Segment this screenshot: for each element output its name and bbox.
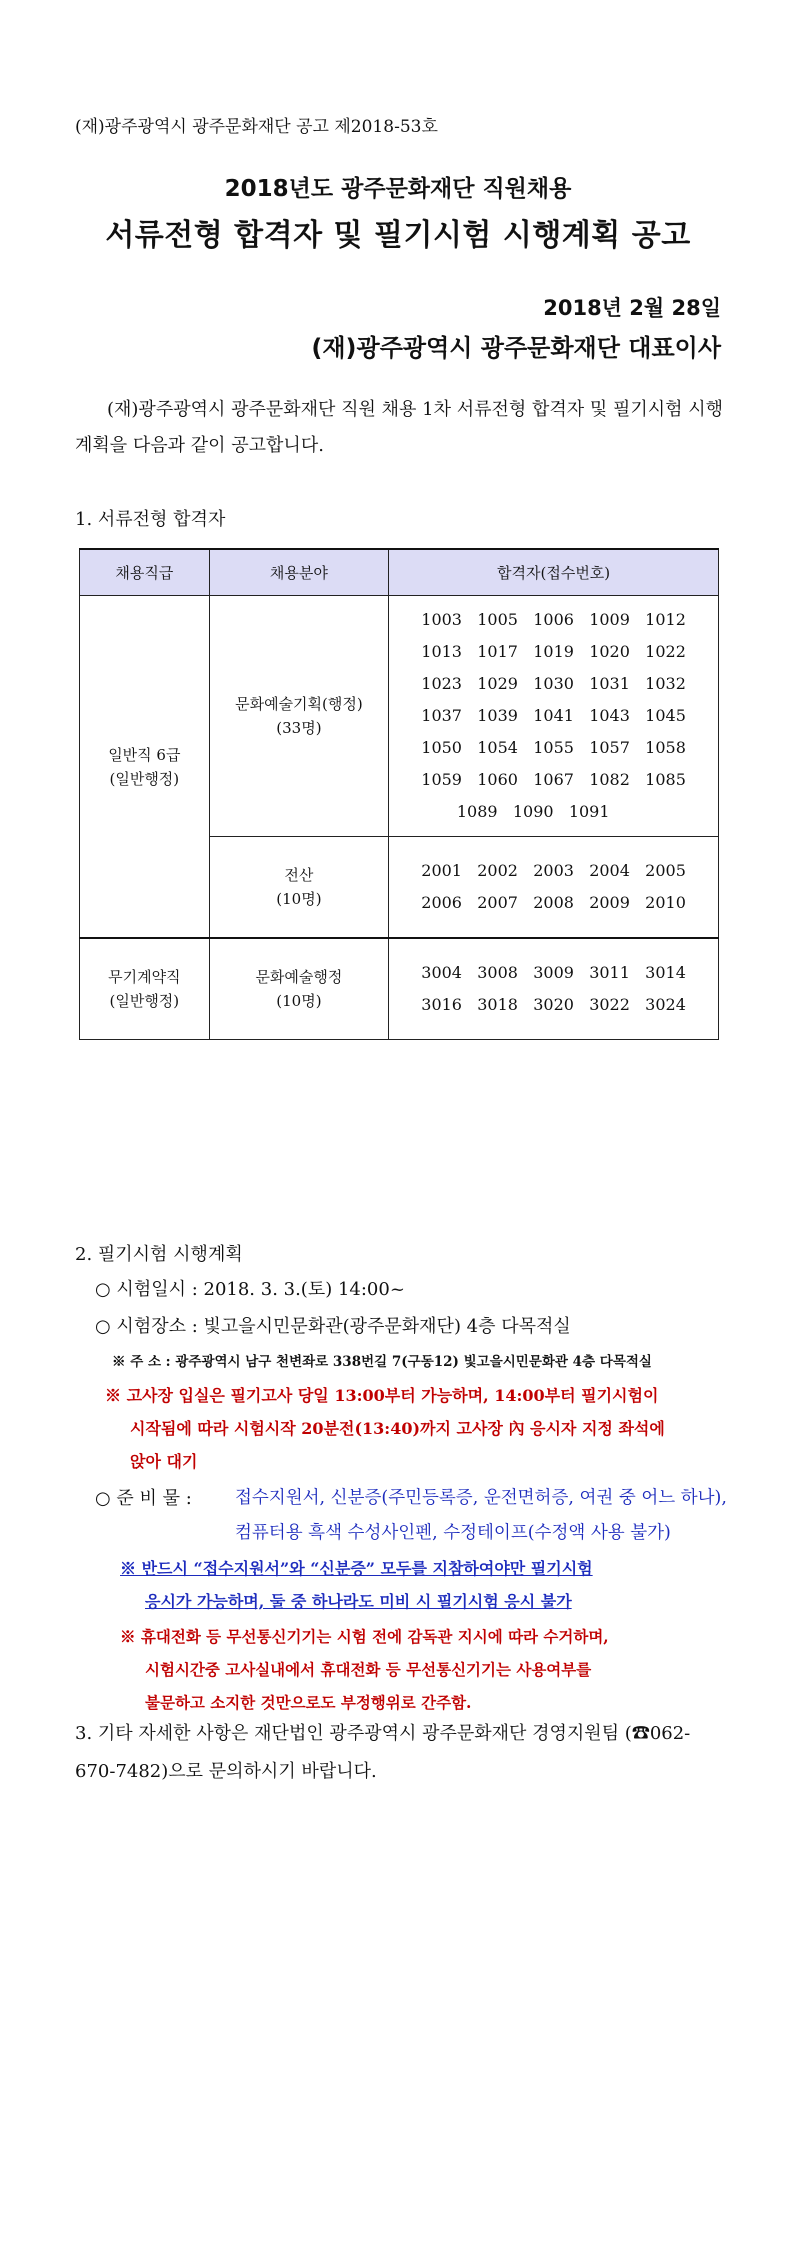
phone-note-line-1: ※ 휴대전화 등 무선통신기기는 시험 전에 감독관 지시에 따라 수거하며,: [120, 1627, 609, 1646]
supplies-line-1: 접수지원서, 신분증(주민등록증, 운전면허증, 여권 중 어느 하나),: [235, 1488, 727, 1508]
table-row: [80, 938, 719, 1040]
notice-number: (재)광주광역시 광주문화재단 공고 제2018-53호: [75, 117, 438, 137]
supplies-label: ○ 준 비 물 :: [95, 1488, 192, 1509]
table-header-row: [80, 549, 719, 596]
header-passers: 합격자(접수번호): [389, 549, 719, 596]
supplies-line-2: 컴퓨터용 흑색 수성사인펜, 수정테이프(수정액 사용 불가): [235, 1523, 671, 1543]
pass-codes: 2001 2002 2003 2004 2005 2006 2007 2008 2009 2010: [421, 861, 686, 912]
entry-note-line-3: 앉아 대기: [130, 1452, 198, 1471]
field-label: 문화예술행정 (10명): [255, 968, 343, 1010]
exam-datetime: ○ 시험일시 : 2018. 3. 3.(토) 14:00~: [95, 1279, 405, 1300]
intro-paragraph: (재)광주광역시 광주문화재단 직원 채용 1차 서류전형 합격자 및 필기시험 시행계획을 다음과 같이 공고합니다.: [75, 399, 724, 456]
title-line-2: 서류전형 합격자 및 필기시험 시행계획 공고: [105, 218, 691, 253]
title-line-1: 2018년도 광주문화재단 직원채용: [224, 176, 572, 202]
issuing-organization: (재)광주광역시 광주문화재단 대표이사: [311, 334, 721, 362]
field-cell: [209, 596, 389, 837]
entry-note-line-2: 시작됨에 따라 시험시작 20분전(13:40)까지 고사장 內 응시자 지정 좌석에: [130, 1419, 665, 1438]
pass-codes: 1003 1005 1006 1009 1012 1013 1017 1019 1020 1022 1023 1029 1030 1031 1032 1037 1039 1041 1043 1045 1050 1054 1055 1057 1058 1059 1060 1067 1082 1085 1089 1090 1091: [421, 610, 686, 821]
field-label: 전산 (10명): [276, 866, 322, 908]
grade-label: 일반직 6급 (일반행정): [108, 745, 181, 788]
header-field: 채용분야: [209, 549, 389, 596]
entry-note-line-1: ※ 고사장 입실은 필기고사 당일 13:00부터 가능하며, 14:00부터 필기시험이: [105, 1386, 659, 1405]
pass-list-table: [79, 548, 719, 1040]
section3-contact: 3. 기타 자세한 사항은 재단법인 광주광역시 광주문화재단 경영지원팀 (☎062-670-7482)으로 문의하시기 바랍니다.: [75, 1723, 691, 1782]
grade-cell: [80, 596, 210, 939]
notice-date: 2018년 2월 28일: [543, 296, 721, 320]
exam-venue: ○ 시험장소 : 빛고을시민문화관(광주문화재단) 4층 다목적실: [95, 1316, 571, 1337]
section1-heading: 1. 서류전형 합격자: [75, 509, 226, 530]
codes-cell: [389, 837, 719, 939]
field-cell: [209, 938, 389, 1040]
table-row: [80, 596, 719, 837]
pass-codes: 3004 3008 3009 3011 3014 3016 3018 3020 3022 3024: [421, 963, 686, 1014]
field-label: 문화예술기획(행정) (33명): [235, 695, 363, 737]
phone-note-line-2: 시험시간중 고사실내에서 휴대전화 등 무선통신기기는 사용여부를: [145, 1660, 592, 1679]
header-grade: 채용직급: [80, 549, 210, 596]
codes-cell: [389, 596, 719, 837]
must-bring-note-line-2: 응시가 가능하며, 둘 중 하나라도 미비 시 필기시험 응시 불가: [145, 1592, 572, 1611]
phone-note-line-3: 불문하고 소지한 것만으로도 부정행위로 간주함.: [145, 1693, 472, 1712]
must-bring-note-line-1: ※ 반드시 “접수지원서”와 “신분증” 모두를 지참하여야만 필기시험: [120, 1559, 593, 1578]
field-cell: [209, 837, 389, 939]
section2-heading: 2. 필기시험 시행계획: [75, 1244, 243, 1265]
venue-address: ※ 주 소 : 광주광역시 남구 천변좌로 338번길 7(구동12) 빛고을시민문화관 4층 다목적실: [112, 1354, 652, 1370]
grade-label: 무기계약직 (일반행정): [108, 968, 181, 1010]
grade-cell: [80, 938, 210, 1040]
codes-cell: [389, 938, 719, 1040]
